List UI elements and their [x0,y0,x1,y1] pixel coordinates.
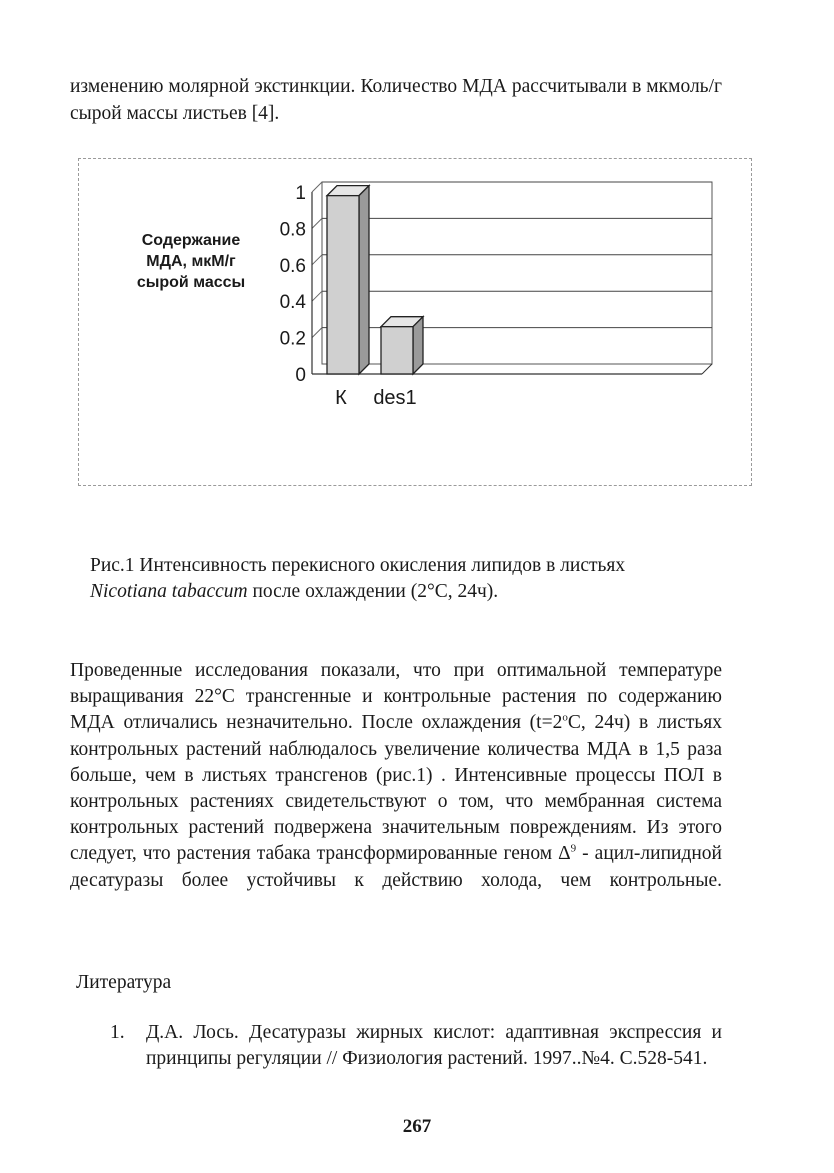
x-tick-label: des1 [373,387,417,409]
bar-2 [381,327,413,374]
intro-paragraph: изменению молярной экстинкции. Количество МДА рассчитывали в мкмоль/г сырой массы листьев [4]. [70,76,722,124]
y-label-line-2: МДА, мкМ/г [146,253,236,270]
y-label-line-1: Содержание [141,232,241,249]
caption-line-2 [90,579,730,605]
gridline-depth [312,182,322,192]
gridline-depth [312,328,322,338]
delta-superscript: 9 [570,842,577,855]
y-tick-label: 1 [295,183,306,204]
results-part-1: Проведенные исследования показали, что при оптимальной температуре выращивания 22°С трансгенные и контрольные растения по содержанию МДА отличались незначительно. После охлаждения (t=2 [70,660,722,734]
y-tick-label: 0.8 [279,219,306,241]
bar-side [413,317,423,374]
literature-heading: Литература [76,972,172,993]
figure-caption [90,553,730,605]
gridline-depth [312,291,322,301]
y-tick-label: 0.4 [279,292,306,314]
caption-line-1: Рис.1 Интенсивность перекисного окисления липидов в листьях [90,555,626,576]
results-paragraph [70,658,722,894]
y-tick-label: 0.2 [279,328,306,350]
reference-item [110,1020,722,1072]
floor-edge [702,364,712,374]
y-label-line-3: сырой массы [136,274,246,291]
reference-number: 1. [110,1022,125,1043]
gridline-depth [312,255,322,265]
page-number: 267 [402,1116,432,1137]
degree-superscript: o [562,711,568,724]
y-tick-label: 0.6 [279,255,306,277]
caption-rest: после охлаждении (2°С, 24ч). [247,581,499,602]
chart-y-axis-label [116,230,266,293]
x-tick-label: К [335,387,347,409]
results-part-2: С, 24ч) в листьях контрольных растений наблюдалось увеличение количества МДА в 1,5 раза больше, чем в листьях трансгенов (рис.1) . Интенсивные процессы ПОЛ в контрольных растениях свидетельствуют о том, что мембранная система контрольных растений подвержена значительным повреждениям. Из этого следует, что растения табака трансформированные геном Δ [70,712,722,865]
y-tick-label: 0 [295,365,306,386]
gridline-depth [312,218,322,228]
caption-species: Nicotiana tabaccum [90,581,248,602]
results-part-3: - ацил-липидной десатуразы более устойчивы к действию холода, чем контрольные. [70,843,722,891]
bar-1 [327,196,359,374]
bar-side [359,186,369,374]
reference-text: Д.А. Лось. Десатуразы жирных кислот: адаптивная экспрессия и принципы регуляции // Физиология растений. 1997..№4. С.528-541. [146,1022,722,1069]
